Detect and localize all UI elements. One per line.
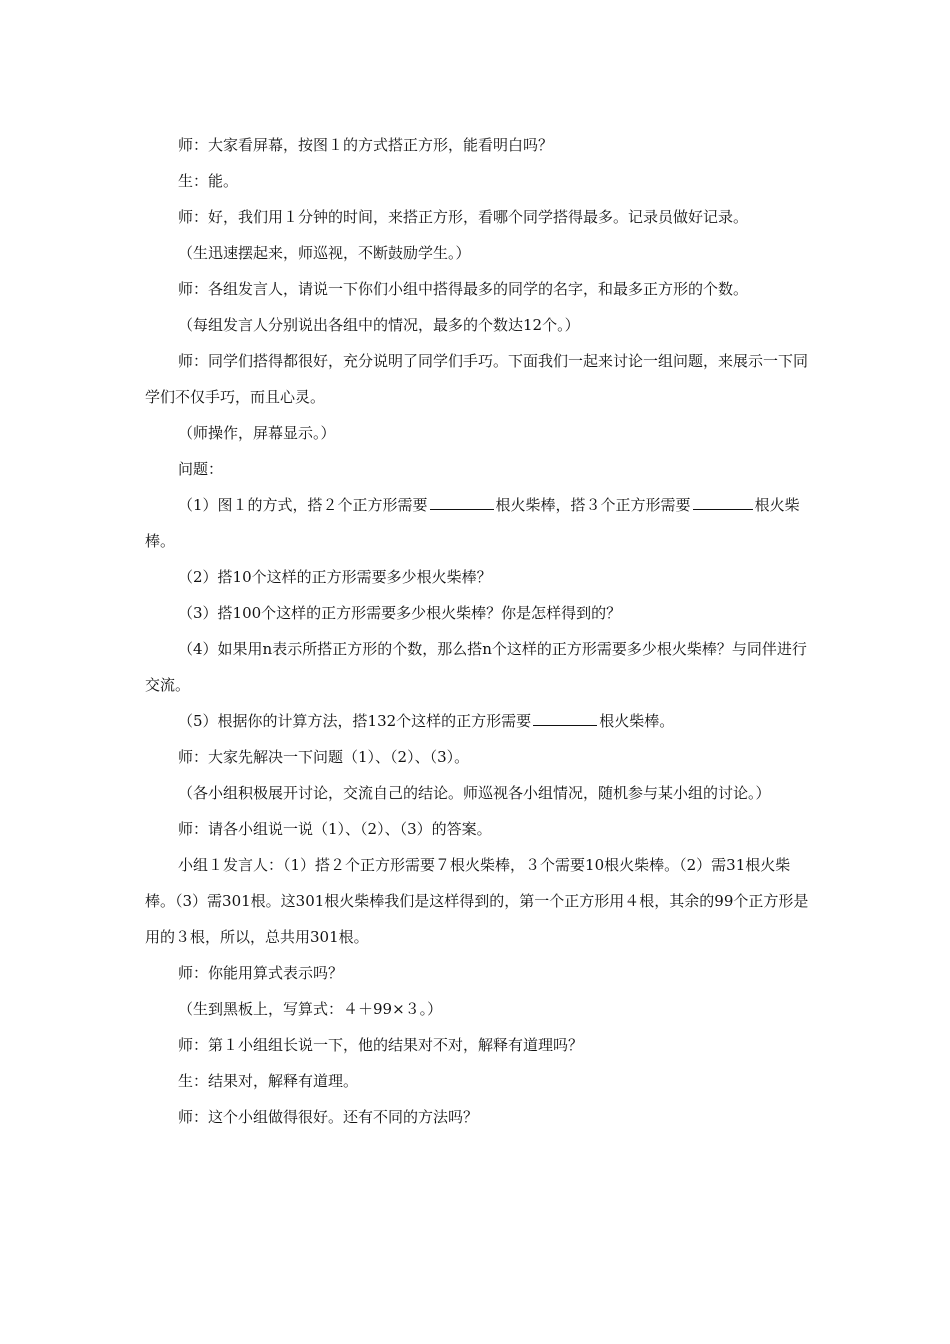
question-3: （3）搭100个这样的正方形需要多少根火柴棒？你是怎样得到的？ (178, 604, 622, 622)
paragraph-p11: （各小组积极展开讨论，交流自己的结论。师巡视各小组情况，随机参与某小组的讨论。） (178, 784, 771, 802)
paragraph-p12: 师：请各小组说一说（1）、（2）、（3）的答案。 (178, 820, 492, 838)
question-1-part-c: 根火柴棒。 (145, 496, 800, 550)
paragraph-p7: 师：同学们搭得都很好，充分说明了同学们手巧。下面我们一起来讨论一组问题，来展示一下同学们不仅手巧，而且心灵。 (145, 352, 809, 406)
answer-blank (430, 508, 494, 510)
paragraph-p3: 师：好，我们用１分钟的时间，来搭正方形，看哪个同学搭得最多。记录员做好记录。 (178, 208, 749, 226)
question-1 (145, 487, 810, 559)
paragraph-p1: 师：大家看屏幕，按图１的方式搭正方形，能看明白吗？ (178, 136, 554, 154)
paragraph-p2: 生：能。 (178, 172, 239, 190)
answer-blank (533, 724, 597, 726)
answer-blank (693, 508, 753, 510)
paragraph-p6: （每组发言人分别说出各组中的情况，最多的个数达12个。） (178, 316, 580, 334)
paragraph-p4: （生迅速摆起来，师巡视，不断鼓励学生。） (178, 244, 471, 262)
question-1-part-a: （1）图１的方式，搭２个正方形需要 (178, 496, 428, 514)
paragraph-p5: 师：各组发言人，请说一下你们小组中搭得最多的同学的名字，和最多正方形的个数。 (178, 280, 749, 298)
paragraph-p10: 师：大家先解决一下问题（1）、（2）、（3）。 (178, 748, 470, 766)
question-5-part-a: （5）根据你的计算方法，搭132个这样的正方形需要 (178, 712, 532, 730)
paragraph-p8: （师操作，屏幕显示。） (178, 424, 336, 442)
paragraph-p16: 师：第１小组组长说一下，他的结果对不对，解释有道理吗？ (178, 1036, 584, 1054)
question-1-part-b: 根火柴棒，搭３个正方形需要 (495, 496, 691, 514)
question-2: （2）搭10个这样的正方形需要多少根火柴棒？ (178, 568, 492, 586)
question-5 (145, 703, 810, 739)
paragraph-p17: 生：结果对，解释有道理。 (178, 1072, 359, 1090)
paragraph-p18: 师：这个小组做得很好。还有不同的方法吗？ (178, 1108, 479, 1126)
paragraph-p9: 问题： (178, 460, 224, 478)
paragraph-p14: 师：你能用算式表示吗？ (178, 964, 344, 982)
paragraph-p13: 小组１发言人：（1）搭２个正方形需要７根火柴棒，３个需要10根火柴棒。（2）需31根火柴棒。（3）需301根。这301根火柴棒我们是这样得到的，第一个正方形用４根，其余的99个正方形是用的３根，所以，总共用301根。 (145, 856, 809, 946)
question-5-part-b: 根火柴棒。 (599, 712, 675, 730)
question-4: （4）如果用n表示所搭正方形的个数，那么搭n个这样的正方形需要多少根火柴棒？与同伴进行交流。 (145, 640, 807, 694)
paragraph-p15: （生到黑板上，写算式：４＋99×３。） (178, 1000, 443, 1018)
